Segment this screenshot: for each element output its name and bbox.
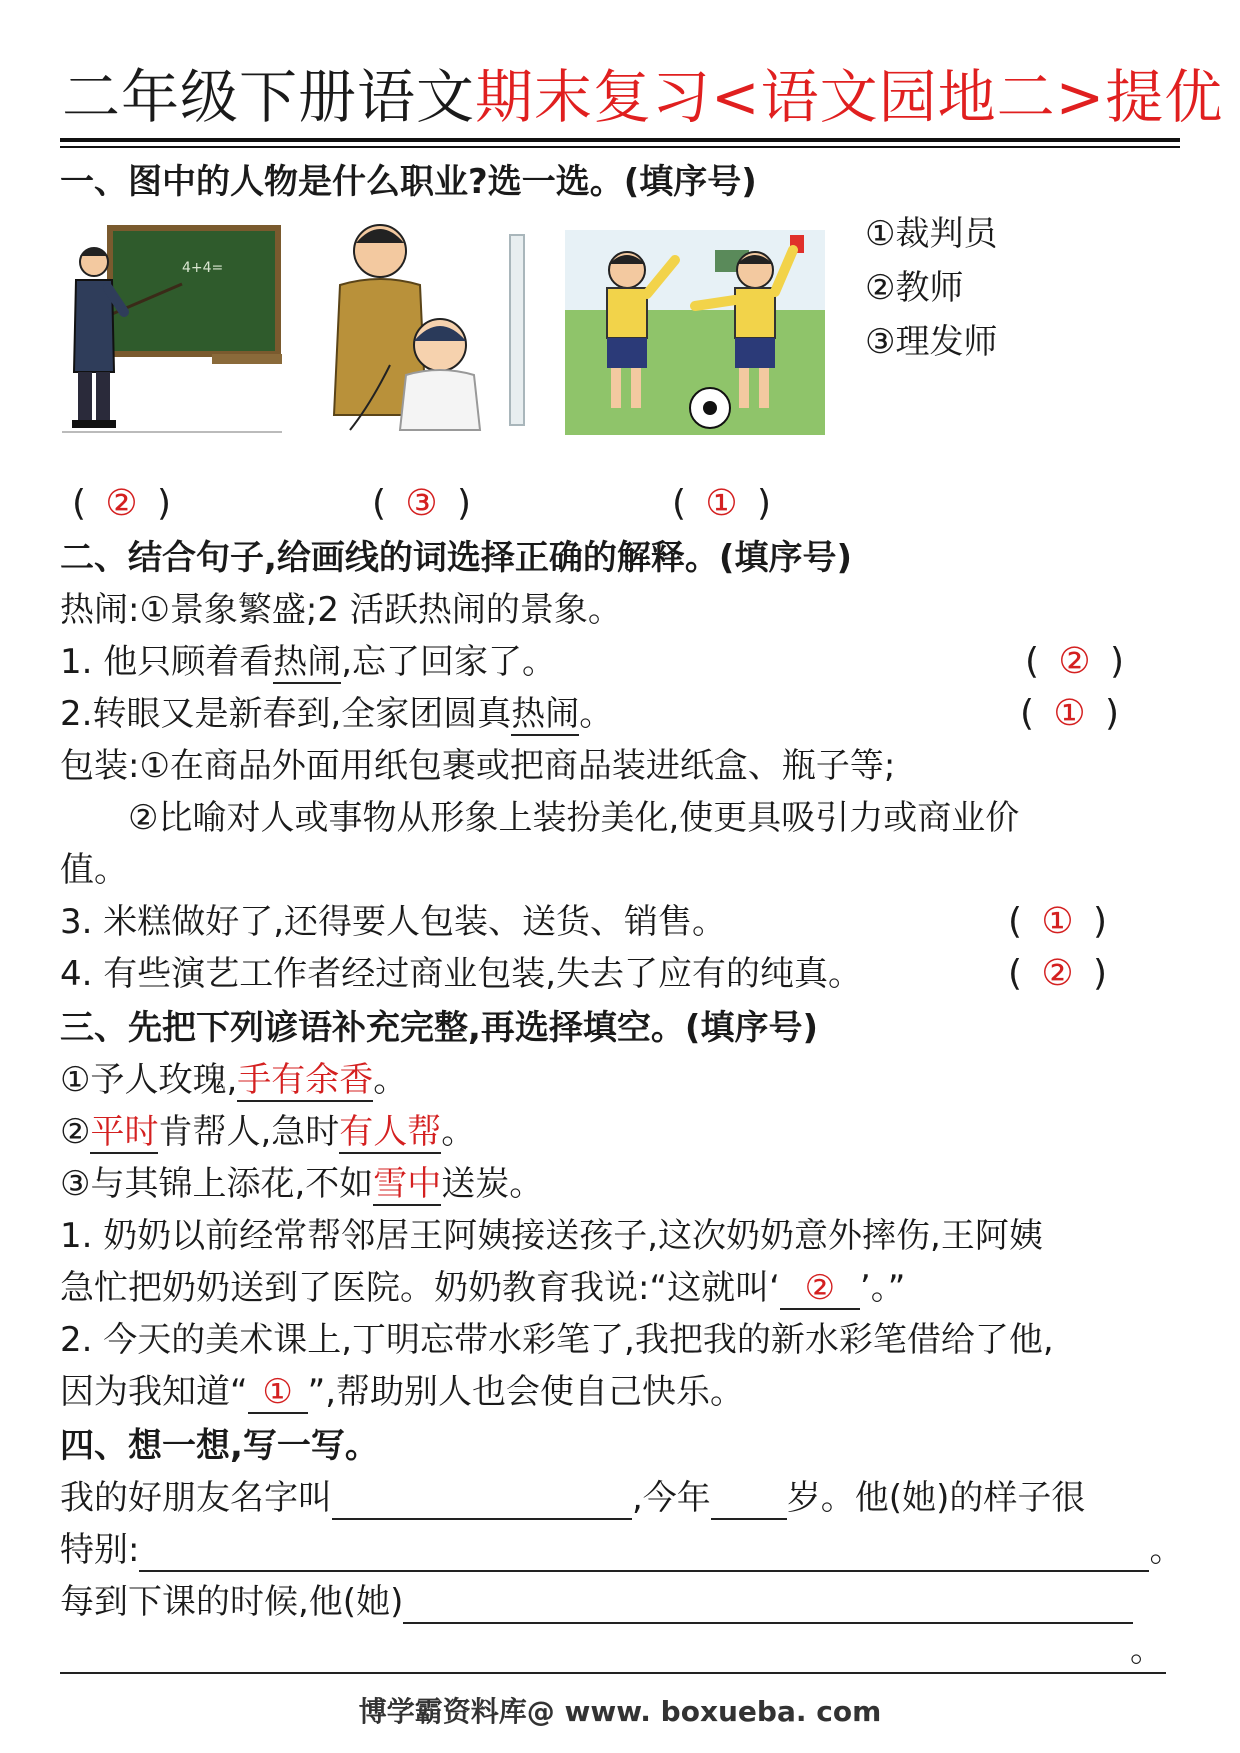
option-1: ①裁判员 [865, 214, 998, 254]
writing-line-3: 每到下课的时候,他(她) [60, 1580, 1133, 1624]
page-title [62, 62, 1223, 132]
writing-line-2: 特别: 。 [60, 1530, 1184, 1570]
proverb-3-answer: 雪中 [373, 1164, 442, 1204]
writing-line-4[interactable] [60, 1672, 1166, 1674]
title-rule-thin [60, 146, 1180, 148]
mirror [510, 235, 524, 425]
proverb-2-answer-2: 有人帮 [339, 1112, 442, 1152]
option-3: ③理发师 [865, 322, 998, 362]
definition-renao: 热闹:①景象繁盛;2 活跃热闹的景象。 [60, 590, 622, 630]
answer-3: ① [705, 483, 738, 524]
appearance-blank[interactable] [139, 1536, 1149, 1572]
section2-heading: 二、结合句子,给画线的词选择正确的解释。(填序号) [60, 538, 852, 578]
teacher-illustration [62, 222, 282, 437]
option-2: ②教师 [865, 268, 964, 308]
answer-2: ③ [405, 483, 438, 524]
question-3-2-answer: ① [248, 1372, 308, 1414]
definition-baozhuang-1: 包装:①在商品外面用纸包裹或把商品装进纸盒、瓶子等; [60, 746, 896, 786]
answer-slot-2: ( ③ ) [372, 483, 471, 524]
proverb-3: ③与其锦上添花,不如雪中送炭。 [60, 1164, 544, 1204]
question-2-1: 1. 他只顾着看热闹,忘了回家了。 [60, 642, 557, 682]
writing-line-1: 我的好朋友名字叫 ,今年 岁。他(她)的样子很 [60, 1478, 1086, 1518]
answer-slot-2-2: ( ① ) [1020, 693, 1119, 734]
title-red: 期末复习<语文园地二>提优 [475, 63, 1224, 131]
answer-slot-2-3: ( ① ) [1008, 901, 1107, 942]
question-3-1-line2: 急忙把奶奶送到了医院。奶奶教育我说:“这就叫‘ ② ’。” [60, 1268, 906, 1308]
definition-baozhuang-2: ②比喻对人或事物从形象上装扮美化,使更具吸引力或商业价 [128, 798, 1020, 838]
title-black: 二年级下册语文 [62, 63, 476, 131]
recess-blank[interactable] [403, 1588, 1133, 1624]
section1-heading: 一、图中的人物是什么职业?选一选。(填序号) [60, 162, 757, 202]
footer-watermark: 博学霸资料库@ www. boxueba. com [358, 1695, 882, 1728]
answer-slot-1: ( ② ) [72, 483, 171, 524]
section4-heading: 四、想一想,写一写。 [60, 1426, 379, 1466]
blackboard [110, 228, 278, 354]
answer-slot-2-4: ( ② ) [1008, 953, 1107, 994]
barber-illustration [330, 215, 530, 440]
referee-illustration [565, 230, 825, 435]
name-blank[interactable] [332, 1484, 632, 1520]
answer-slot-2-1: ( ② ) [1025, 641, 1124, 682]
question-2-3: 3. 米糕做好了,还得要人包装、送货、销售。 [60, 902, 727, 942]
age-blank[interactable] [711, 1484, 787, 1520]
proverb-2: ②平时肯帮人,急时有人帮。 [60, 1112, 476, 1152]
question-2-4: 4. 有些演艺工作者经过商业包装,失去了应有的纯真。 [60, 954, 863, 994]
writing-line-4-end: 。 [1130, 1630, 1164, 1670]
proverb-1: ①予人玫瑰,手有余香。 [60, 1060, 408, 1100]
question-3-1-line1: 1. 奶奶以前经常帮邻居王阿姨接送孩子,这次奶奶意外摔伤,王阿姨 [60, 1216, 1043, 1256]
answer-slot-3: ( ① ) [672, 483, 771, 524]
proverb-1-answer: 手有余香 [237, 1060, 374, 1100]
proverb-2-answer-1: 平时 [90, 1112, 159, 1152]
question-2-2: 2.转眼又是新春到,全家团圆真热闹。 [60, 694, 614, 734]
section3-heading: 三、先把下列谚语补充完整,再选择填空。(填序号) [60, 1008, 818, 1048]
title-rule [60, 138, 1180, 142]
underlined-word: 热闹 [273, 642, 342, 682]
definition-baozhuang-3: 值。 [60, 850, 128, 890]
question-3-1-answer: ② [780, 1268, 860, 1310]
question-3-2-line2: 因为我知道“ ① ”,帮助别人也会使自己快乐。 [60, 1372, 745, 1412]
answer-1: ② [105, 483, 138, 524]
svg-text:4+4=: 4+4= [182, 260, 224, 276]
question-3-2-line1: 2. 今天的美术课上,丁明忘带水彩笔了,我把我的新水彩笔借给了他, [60, 1320, 1054, 1360]
underlined-word: 热闹 [511, 694, 580, 734]
